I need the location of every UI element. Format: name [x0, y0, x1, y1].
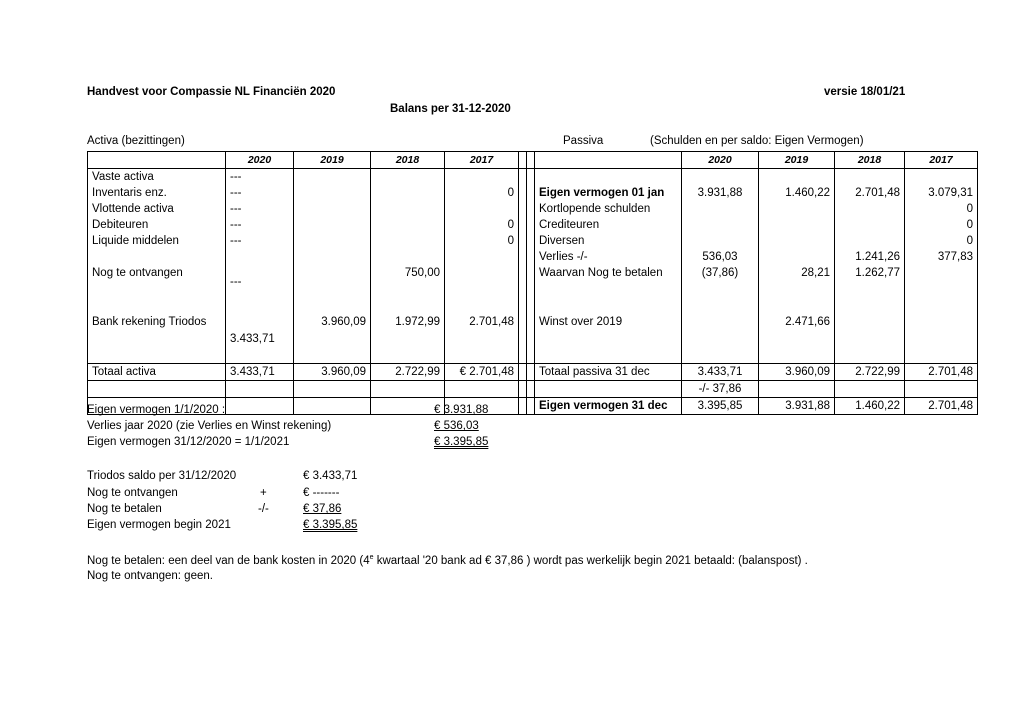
activa-value: ---: [226, 233, 294, 249]
table-row: [88, 364, 978, 381]
passiva-label: [535, 381, 682, 398]
activa-value: [445, 249, 519, 265]
table-header-row: [88, 152, 978, 169]
activa-label: Bank rekening Triodos: [88, 314, 226, 347]
passiva-value: [682, 201, 759, 217]
separator-cell: [519, 347, 527, 364]
activa-value: ---: [226, 185, 294, 201]
activa-value: 0: [445, 185, 519, 201]
separator-cell: [519, 185, 527, 201]
activa-value: [226, 347, 294, 364]
separator-cell: [519, 169, 527, 186]
header-year-passiva: 2019: [759, 152, 835, 169]
passiva-value: 0: [905, 217, 978, 233]
separator-cell: [519, 249, 527, 265]
activa-value: [445, 201, 519, 217]
summary2-label-1: Nog te ontvangen: [87, 487, 178, 499]
passiva-value: 3.395,85: [682, 398, 759, 415]
activa-label: Liquide middelen: [88, 233, 226, 249]
summary1-value-1: € 536,03: [434, 420, 479, 432]
activa-value: [294, 298, 371, 314]
activa-value: [371, 185, 445, 201]
passiva-value: [759, 233, 835, 249]
activa-label: [88, 298, 226, 314]
header-cell-blank: [535, 152, 682, 169]
header-year-activa: 2019: [294, 152, 371, 169]
separator-cell: [527, 233, 535, 249]
activa-value: ---: [226, 201, 294, 217]
passiva-value: 2.701,48: [905, 364, 978, 381]
passiva-value: [835, 347, 905, 364]
activa-value: [226, 249, 294, 265]
passiva-label: [535, 298, 682, 314]
separator-cell: [519, 217, 527, 233]
passiva-value: 1.262,77: [835, 265, 905, 298]
separator-cell: [519, 201, 527, 217]
activa-label: Inventaris enz.: [88, 185, 226, 201]
header-year-activa: 2020: [226, 152, 294, 169]
passiva-value: 2.471,66: [759, 314, 835, 347]
summary1-label-2: Eigen vermogen 31/12/2020 = 1/1/2021: [87, 436, 290, 448]
activa-value: [371, 347, 445, 364]
separator-cell: [527, 169, 535, 186]
separator-cell: [527, 314, 535, 347]
summary2-value-1: € -------: [303, 487, 340, 499]
activa-value: [371, 381, 445, 398]
activa-value: € 2.701,48: [445, 364, 519, 381]
activa-value: [294, 381, 371, 398]
table-row: [88, 381, 978, 398]
summary2-value-2: € 37,86: [303, 503, 342, 515]
activa-value: 3.960,09: [294, 314, 371, 347]
separator-cell: [527, 265, 535, 298]
passiva-value: 0: [905, 233, 978, 249]
header-year-passiva: 2018: [835, 152, 905, 169]
activa-value: ---: [226, 265, 294, 298]
passiva-value: 2.701,48: [905, 398, 978, 415]
note-payable-part2: kwartaal '20 bank ad € 37,86 ) wordt pas werkelijk begin 2021 betaald: (balanspost) .: [373, 554, 808, 567]
activa-value: [445, 169, 519, 186]
activa-value: [445, 381, 519, 398]
table-row: [88, 249, 978, 265]
activa-label: [88, 381, 226, 398]
passiva-value: [905, 298, 978, 314]
table-row: [88, 298, 978, 314]
table-row: [88, 185, 978, 201]
passiva-value: [905, 347, 978, 364]
passiva-value: [682, 314, 759, 347]
summary2-value-0: € 3.433,71: [303, 470, 358, 482]
activa-value: [226, 381, 294, 398]
activa-heading: Activa (bezittingen): [87, 135, 185, 147]
note-payable: [87, 554, 808, 567]
document-title: Handvest voor Compassie NL Financiën 2020: [87, 86, 336, 98]
passiva-value: [759, 381, 835, 398]
separator-cell: [519, 381, 527, 398]
header-year-activa: 2018: [371, 152, 445, 169]
separator-cell: [527, 381, 535, 398]
header-year-passiva: 2020: [682, 152, 759, 169]
activa-value: [294, 347, 371, 364]
passiva-value: 3.931,88: [759, 398, 835, 415]
passiva-value: 377,83: [905, 249, 978, 265]
passiva-value: [759, 347, 835, 364]
passiva-value: [835, 381, 905, 398]
passiva-label: Kortlopende schulden: [535, 201, 682, 217]
activa-value: [294, 398, 371, 415]
passiva-value: [905, 265, 978, 298]
passiva-label: Totaal passiva 31 dec: [535, 364, 682, 381]
activa-value: [294, 185, 371, 201]
separator-cell: [519, 398, 527, 415]
activa-value: [294, 169, 371, 186]
separator-cell: [527, 185, 535, 201]
passiva-value: 1.460,22: [835, 398, 905, 415]
activa-value: [226, 398, 294, 415]
note-payable-part1: Nog te betalen: een deel van de bank kosten in 2020 (4: [87, 554, 370, 567]
passiva-value: [835, 298, 905, 314]
passiva-value: [682, 233, 759, 249]
passiva-label: [535, 169, 682, 186]
summary2-op-1: +: [260, 487, 267, 499]
separator-cell: [527, 249, 535, 265]
activa-value: [294, 201, 371, 217]
separator-cell: [527, 398, 535, 415]
table-row: [88, 314, 978, 347]
separator-cell: [519, 314, 527, 347]
summary2-label-3: Eigen vermogen begin 2021: [87, 519, 231, 531]
passiva-value: 2.701,48: [835, 185, 905, 201]
activa-value: 0: [445, 217, 519, 233]
note-payable-sup: e: [369, 554, 374, 561]
table-row: [88, 233, 978, 249]
activa-value: [294, 233, 371, 249]
activa-value: [294, 249, 371, 265]
balance-subtitle: Balans per 31-12-2020: [390, 103, 511, 115]
activa-value: 3.960,09: [294, 364, 371, 381]
separator-cell: [519, 364, 527, 381]
passiva-value: 2.722,99: [835, 364, 905, 381]
passiva-value: (37,86): [682, 265, 759, 298]
table-row: [88, 265, 978, 298]
table-row: [88, 201, 978, 217]
activa-value: ---: [226, 169, 294, 186]
separator-cell: [527, 152, 535, 169]
passiva-value: 0: [905, 201, 978, 217]
activa-label: Vlottende activa: [88, 201, 226, 217]
passiva-value: [682, 298, 759, 314]
activa-label: [88, 347, 226, 364]
passiva-value: [759, 249, 835, 265]
passiva-value: 1.241,26: [835, 249, 905, 265]
activa-label: Vaste activa: [88, 169, 226, 186]
activa-value: 1.972,99: [371, 314, 445, 347]
passiva-label: Eigen vermogen 31 dec: [535, 398, 682, 415]
activa-value: [294, 265, 371, 298]
passiva-value: [759, 201, 835, 217]
activa-label: Debiteuren: [88, 217, 226, 233]
activa-value: [294, 217, 371, 233]
separator-cell: [527, 201, 535, 217]
activa-label: Totaal activa: [88, 364, 226, 381]
activa-value: 2.722,99: [371, 364, 445, 381]
separator-cell: [519, 265, 527, 298]
passiva-value: [759, 169, 835, 186]
summary2-value-3: € 3.395,85: [303, 519, 358, 531]
passiva-label: Verlies -/-: [535, 249, 682, 265]
passiva-value: 3.931,88: [682, 185, 759, 201]
passiva-value: 536,03: [682, 249, 759, 265]
passiva-value: [682, 217, 759, 233]
separator-cell: [519, 233, 527, 249]
summary2-label-0: Triodos saldo per 31/12/2020: [87, 470, 237, 482]
header-cell-blank: [88, 152, 226, 169]
header-year-passiva: 2017: [905, 152, 978, 169]
summary2-label-2: Nog te betalen: [87, 503, 162, 515]
passiva-value: [835, 169, 905, 186]
activa-value: [371, 217, 445, 233]
activa-value: [445, 347, 519, 364]
passiva-label: Waarvan Nog te betalen: [535, 265, 682, 298]
summary1-label-1: Verlies jaar 2020 (zie Verlies en Winst rekening): [87, 420, 332, 432]
passiva-value: [759, 217, 835, 233]
table-row: [88, 347, 978, 364]
passiva-label: Crediteuren: [535, 217, 682, 233]
separator-cell: [527, 217, 535, 233]
summary2-op-2: -/-: [258, 503, 269, 515]
passiva-value: 28,21: [759, 265, 835, 298]
passiva-heading: Passiva: [563, 135, 604, 147]
passiva-label: [535, 347, 682, 364]
passiva-value: -/- 37,86: [682, 381, 759, 398]
note-receivable: Nog te ontvangen: geen.: [87, 570, 213, 582]
passiva-value: 3.433,71: [682, 364, 759, 381]
passiva-value: [759, 298, 835, 314]
activa-value: 2.701,48: [445, 314, 519, 347]
version-label: versie 18/01/21: [824, 86, 906, 98]
passiva-value: 3.079,31: [905, 185, 978, 201]
activa-value: [371, 298, 445, 314]
header-year-activa: 2017: [445, 152, 519, 169]
table-row: [88, 217, 978, 233]
activa-value: [371, 233, 445, 249]
activa-value: [371, 249, 445, 265]
balance-table: [87, 151, 978, 415]
activa-value: 3.433,71: [226, 364, 294, 381]
passiva-value: [905, 169, 978, 186]
passiva-value: 1.460,22: [759, 185, 835, 201]
passiva-value: [905, 381, 978, 398]
passiva-value: [835, 314, 905, 347]
activa-value: [445, 298, 519, 314]
activa-value: [371, 169, 445, 186]
activa-label: [88, 249, 226, 265]
activa-value: ---: [226, 217, 294, 233]
activa-value: 0: [445, 233, 519, 249]
table-row: [88, 169, 978, 186]
passiva-note: (Schulden en per saldo: Eigen Vermogen): [650, 135, 864, 147]
activa-value: [445, 265, 519, 298]
summary1-value-2: € 3.395,85: [434, 436, 489, 448]
passiva-value: 3.960,09: [759, 364, 835, 381]
activa-value: 3.433,71: [226, 314, 294, 347]
passiva-value: [835, 233, 905, 249]
separator-cell: [519, 298, 527, 314]
passiva-label: Diversen: [535, 233, 682, 249]
passiva-value: [682, 347, 759, 364]
activa-value: 750,00: [371, 265, 445, 298]
passiva-value: [835, 217, 905, 233]
separator-cell: [527, 364, 535, 381]
separator-cell: [519, 152, 527, 169]
passiva-label: Eigen vermogen 01 jan: [535, 185, 682, 201]
passiva-value: [682, 169, 759, 186]
summary1-value-0: € 3.931,88: [434, 404, 489, 416]
passiva-label: Winst over 2019: [535, 314, 682, 347]
passiva-value: [835, 201, 905, 217]
separator-cell: [527, 298, 535, 314]
activa-value: [226, 298, 294, 314]
activa-value: [371, 201, 445, 217]
passiva-value: [905, 314, 978, 347]
summary1-label-0: Eigen vermogen 1/1/2020 :: [87, 404, 226, 416]
activa-label: Nog te ontvangen: [88, 265, 226, 298]
separator-cell: [527, 347, 535, 364]
